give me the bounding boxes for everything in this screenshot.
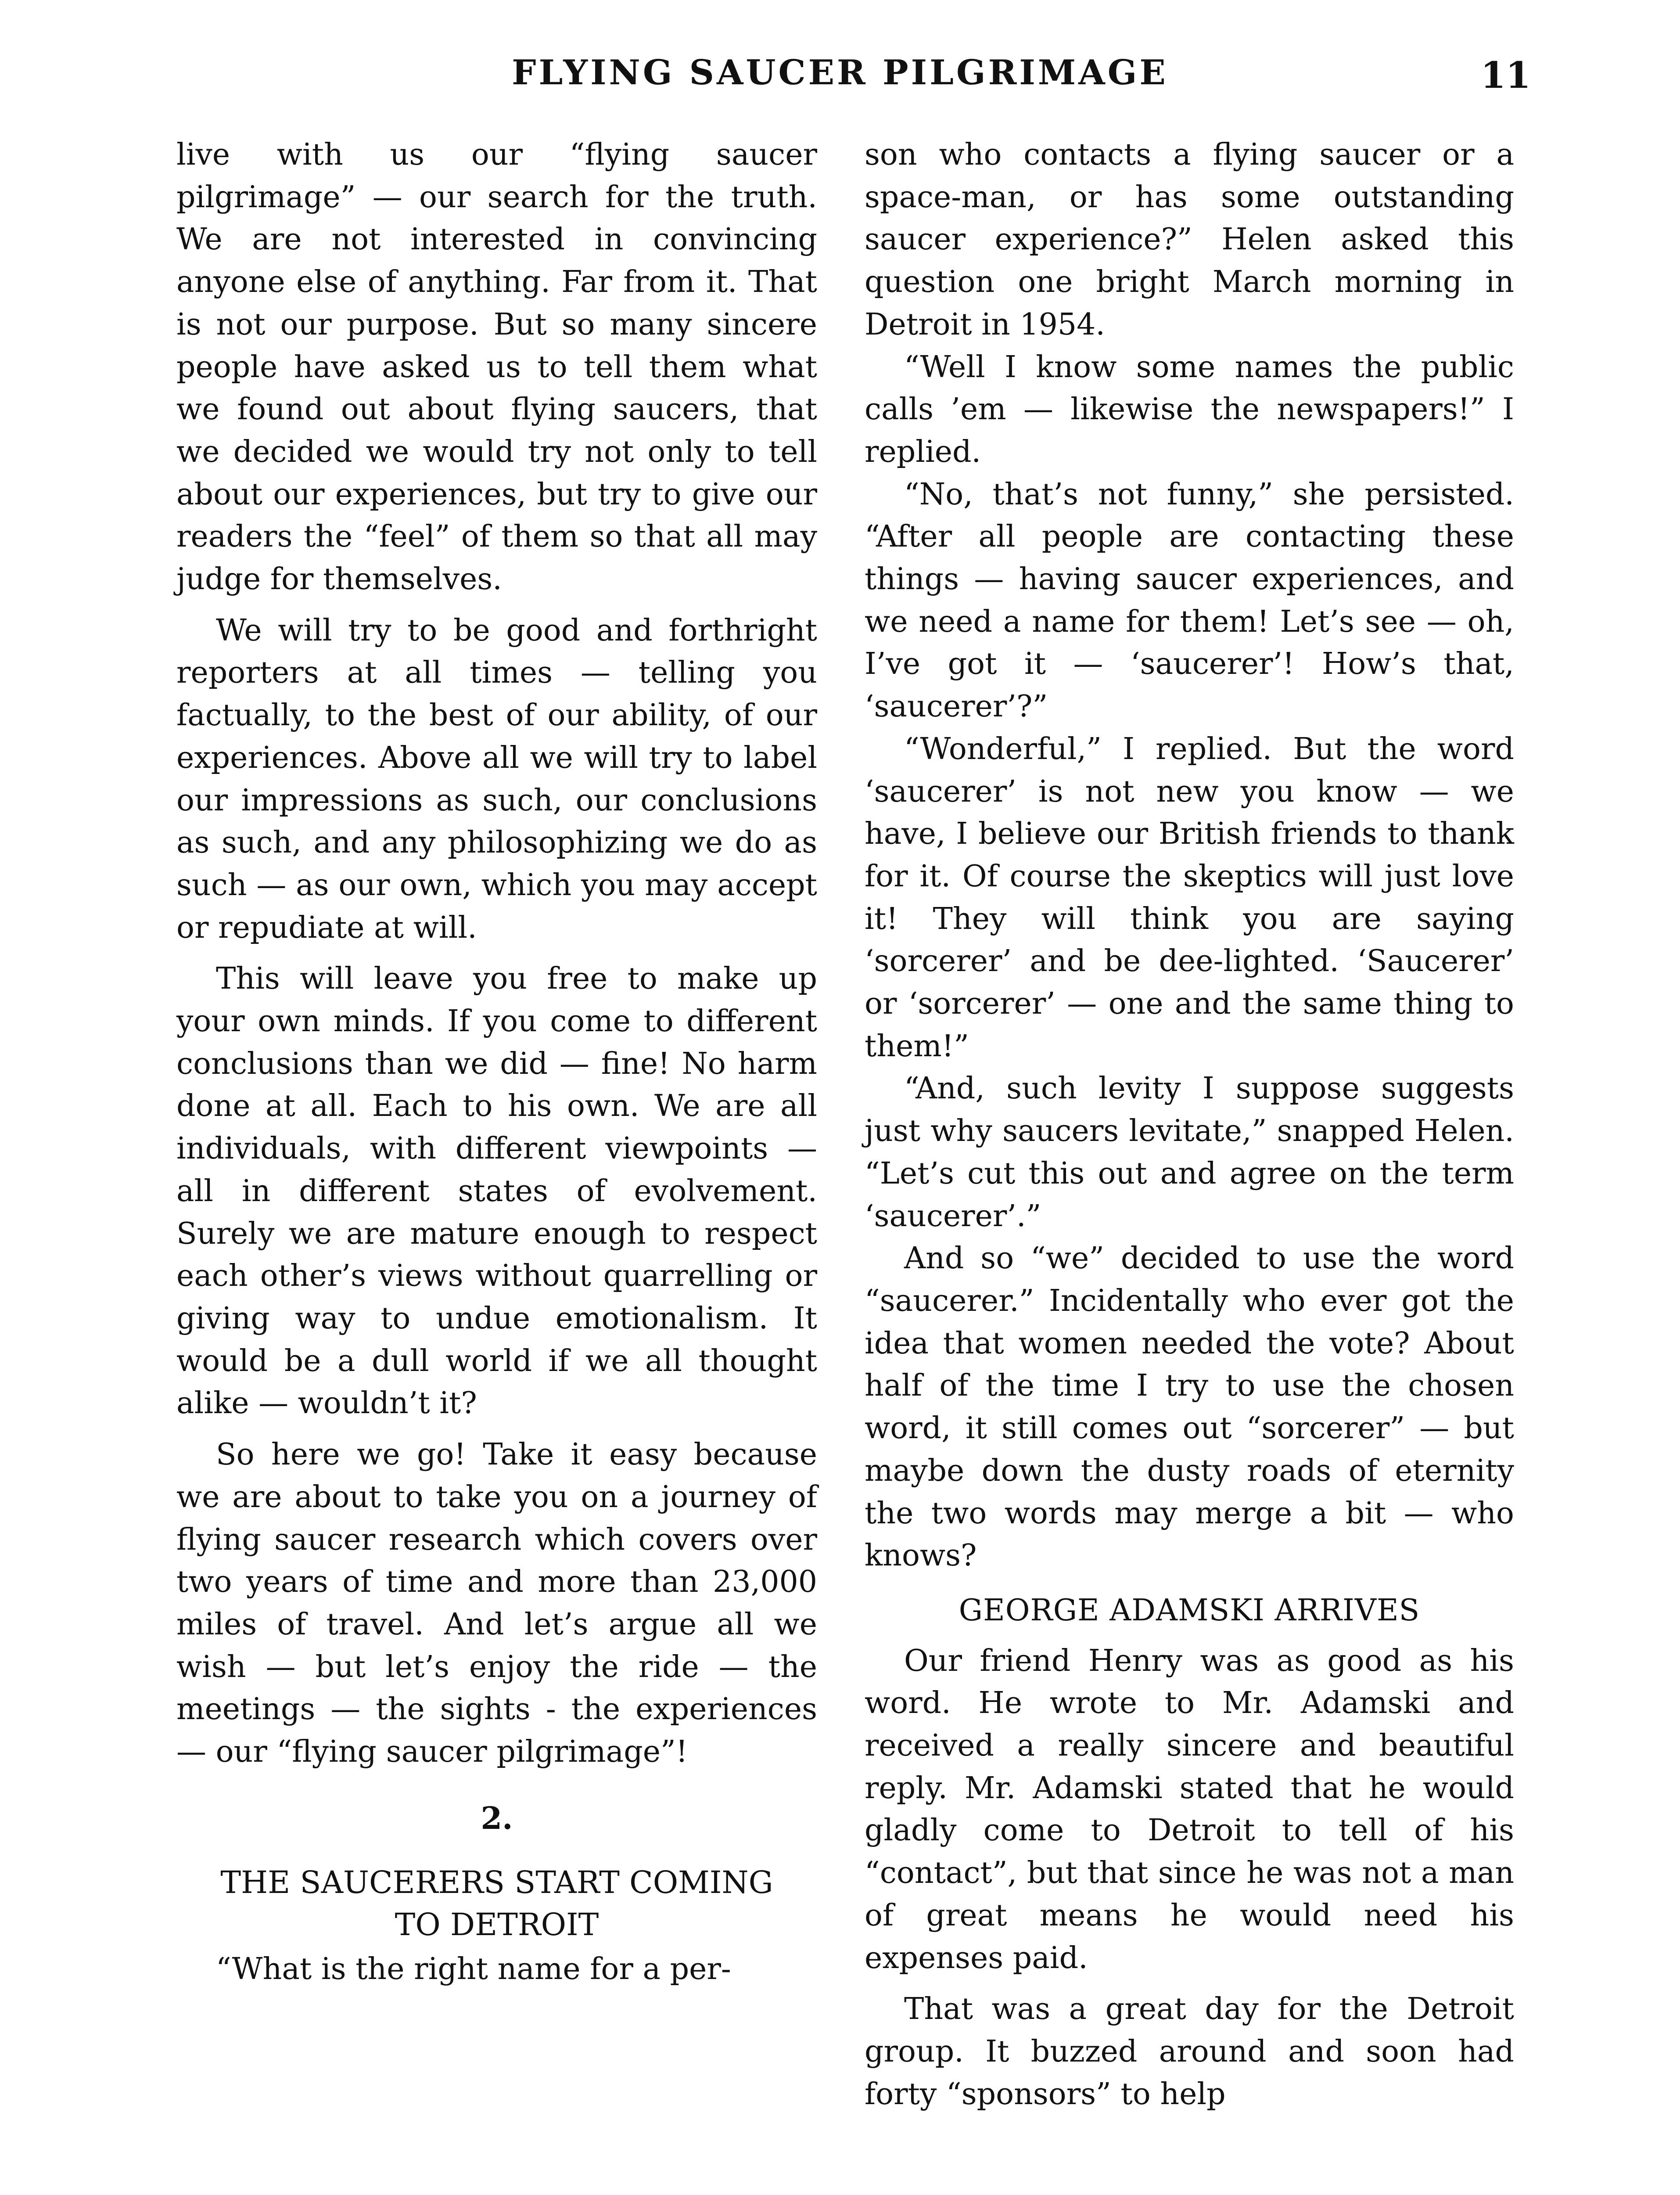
paragraph: “Well I know some names the public calls ’em — likewise the newspapers!” I replied. [865,349,1514,469]
section-number: 2. [481,1799,513,1836]
paragraph: This will leave you free to make up your own minds. If you come to different conclusions than we did — fine! No harm done at all. Each to his own. We are all individuals, with different viewpoints — all in different states of evolvement. Surely we are mature enough to respect each other’s views without quarrelling or giving way to undue emotionalism. It would be a dull world if we all thought alike — wouldn’t it? [176,961,817,1421]
running-title: FLYING SAUCER PILGRIMAGE [512,53,1168,93]
paragraph: “No, that’s not funny,” she persisted. “After all people are contacting these things — having saucer experiences, and we need a name for them! Let’s see — oh, I’ve got it — ‘saucerer’! How’s that, ‘saucerer’?” [865,477,1514,724]
paragraph: We will try to be good and forthright reporters at all times — telling you factually, to the best of our ability, of our experiences. Above all we will try to label our impressions as such, our conclusions as such, and any philosophizing we do as such — as our own, which you may accept or repudiate at will. [176,613,817,945]
right-column [865,134,1514,2116]
paragraph: And so “we” decided to use the word “saucerer.” Incidentally who ever got the idea that women needed the vote? About half of the time I try to use the chosen word, it still comes out “sorcerer” — but maybe down the dusty roads of eternity the two words may merge a bit — who knows? [865,1241,1514,1573]
paragraph: live with us our “flying saucer pilgrimage” — our search for the truth. We are not interested in convincing anyone else of anything. Far from it. That is not our purpose. But so many sincere people have asked us to tell them what we found out about flying saucers, that we decided we would try not only to tell about our experiences, but try to give our readers the “feel” of them so that all may judge for themselves. [176,137,817,597]
paragraph: “Wonderful,” I replied. But the word ‘saucerer’ is not new you know — we have, I believe our British friends to thank for it. Of course the skeptics will just love it! They will think you are saying ‘sorcerer’ and be dee-lighted. ‘Saucerer’ or ‘sorcerer’ — one and the same thing to them!” [865,731,1514,1064]
section-title [176,1861,817,1946]
paragraph: That was a great day for the Detroit group. It buzzed around and soon had forty “sponsors” to help [865,1992,1514,2112]
section-title-line: THE SAUCERERS START COMING [220,1864,773,1901]
paragraph: So here we go! Take it easy because we are about to take you on a journey of flying saucer research which covers over two years of time and more than 23,000 miles of travel. And let’s argue all we wish — but let’s enjoy the ride — the meetings — the sights - the experiences — our “flying saucer pilgrimage”! [176,1437,817,1770]
left-column [176,134,817,1991]
paragraph: “And, such levity I suppose suggests just why saucers levitate,” snapped Helen. “Let’s cut this out and agree on the term ‘saucerer’.” [865,1071,1514,1234]
paragraph: Our friend Henry was as good as his word. He wrote to Mr. Adamski and received a really sincere and beautiful reply. Mr. Adamski stated that he would gladly come to Detroit to tell of his “contact”, but that since he was not a man of great means he would need his expenses paid. [865,1643,1514,1976]
paragraph: son who contacts a flying saucer or a space-man, or has some outstanding saucer experience?” Helen asked this question one bright March morning in Detroit in 1954. [865,137,1514,342]
page-header [0,48,1680,97]
subheading: GEORGE ADAMSKI ARRIVES [958,1593,1420,1628]
page-number: 11 [1480,54,1531,97]
paragraph: “What is the right name for a per- [216,1952,731,1987]
section-title-line: TO DETROIT [395,1907,599,1943]
